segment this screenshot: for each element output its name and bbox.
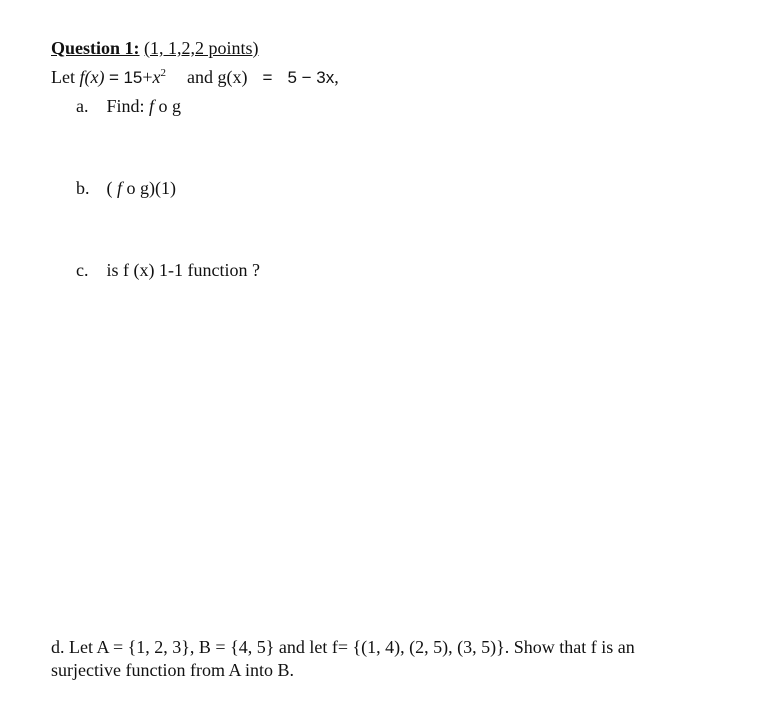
f-argument: (x) xyxy=(84,67,105,87)
part-a xyxy=(76,95,181,117)
part-b-marker: b. xyxy=(76,178,90,198)
part-d-line-1: d. Let A = {1, 2, 3}, B = {4, 5} and let f= {(1, 4), (2, 5), (3, 5)}. Show that f is an xyxy=(51,637,635,657)
g-expression: g(x) xyxy=(217,67,248,87)
part-c-text: is f (x) 1-1 function ? xyxy=(106,260,260,280)
part-a-g: g xyxy=(172,96,182,116)
part-a-text: Find: xyxy=(106,96,145,116)
given-comma: , xyxy=(334,67,339,87)
equals-sign-2: = xyxy=(262,68,273,87)
part-a-compose-symbol: o xyxy=(158,96,168,116)
part-a-marker: a. xyxy=(76,96,89,116)
part-b-close: )(1) xyxy=(149,178,176,198)
f-name: f xyxy=(79,67,85,87)
question-label: Question 1: xyxy=(51,38,140,58)
f-variable: x xyxy=(152,67,161,87)
let-word: Let xyxy=(51,67,75,87)
f-constant: 15 xyxy=(123,68,143,87)
equals-sign-1: = xyxy=(109,68,119,87)
question-heading xyxy=(51,37,259,59)
f-plus: + xyxy=(142,67,153,87)
part-b xyxy=(76,177,176,199)
g-rhs: 5 − 3x xyxy=(287,68,335,87)
part-b-compose-symbol: o xyxy=(126,178,136,198)
part-b-open: ( xyxy=(106,178,113,198)
part-a-f: f xyxy=(149,96,155,116)
part-b-g: g xyxy=(140,178,150,198)
part-d-line-2: surjective function from A into B. xyxy=(51,660,294,680)
given-functions xyxy=(51,66,339,89)
part-c xyxy=(76,259,260,281)
part-c-marker: c. xyxy=(76,260,89,280)
question-points: (1, 1,2,2 points) xyxy=(144,38,259,58)
f-exponent: 2 xyxy=(160,67,167,79)
part-b-f: f xyxy=(117,178,123,198)
and-word: and xyxy=(187,67,214,87)
